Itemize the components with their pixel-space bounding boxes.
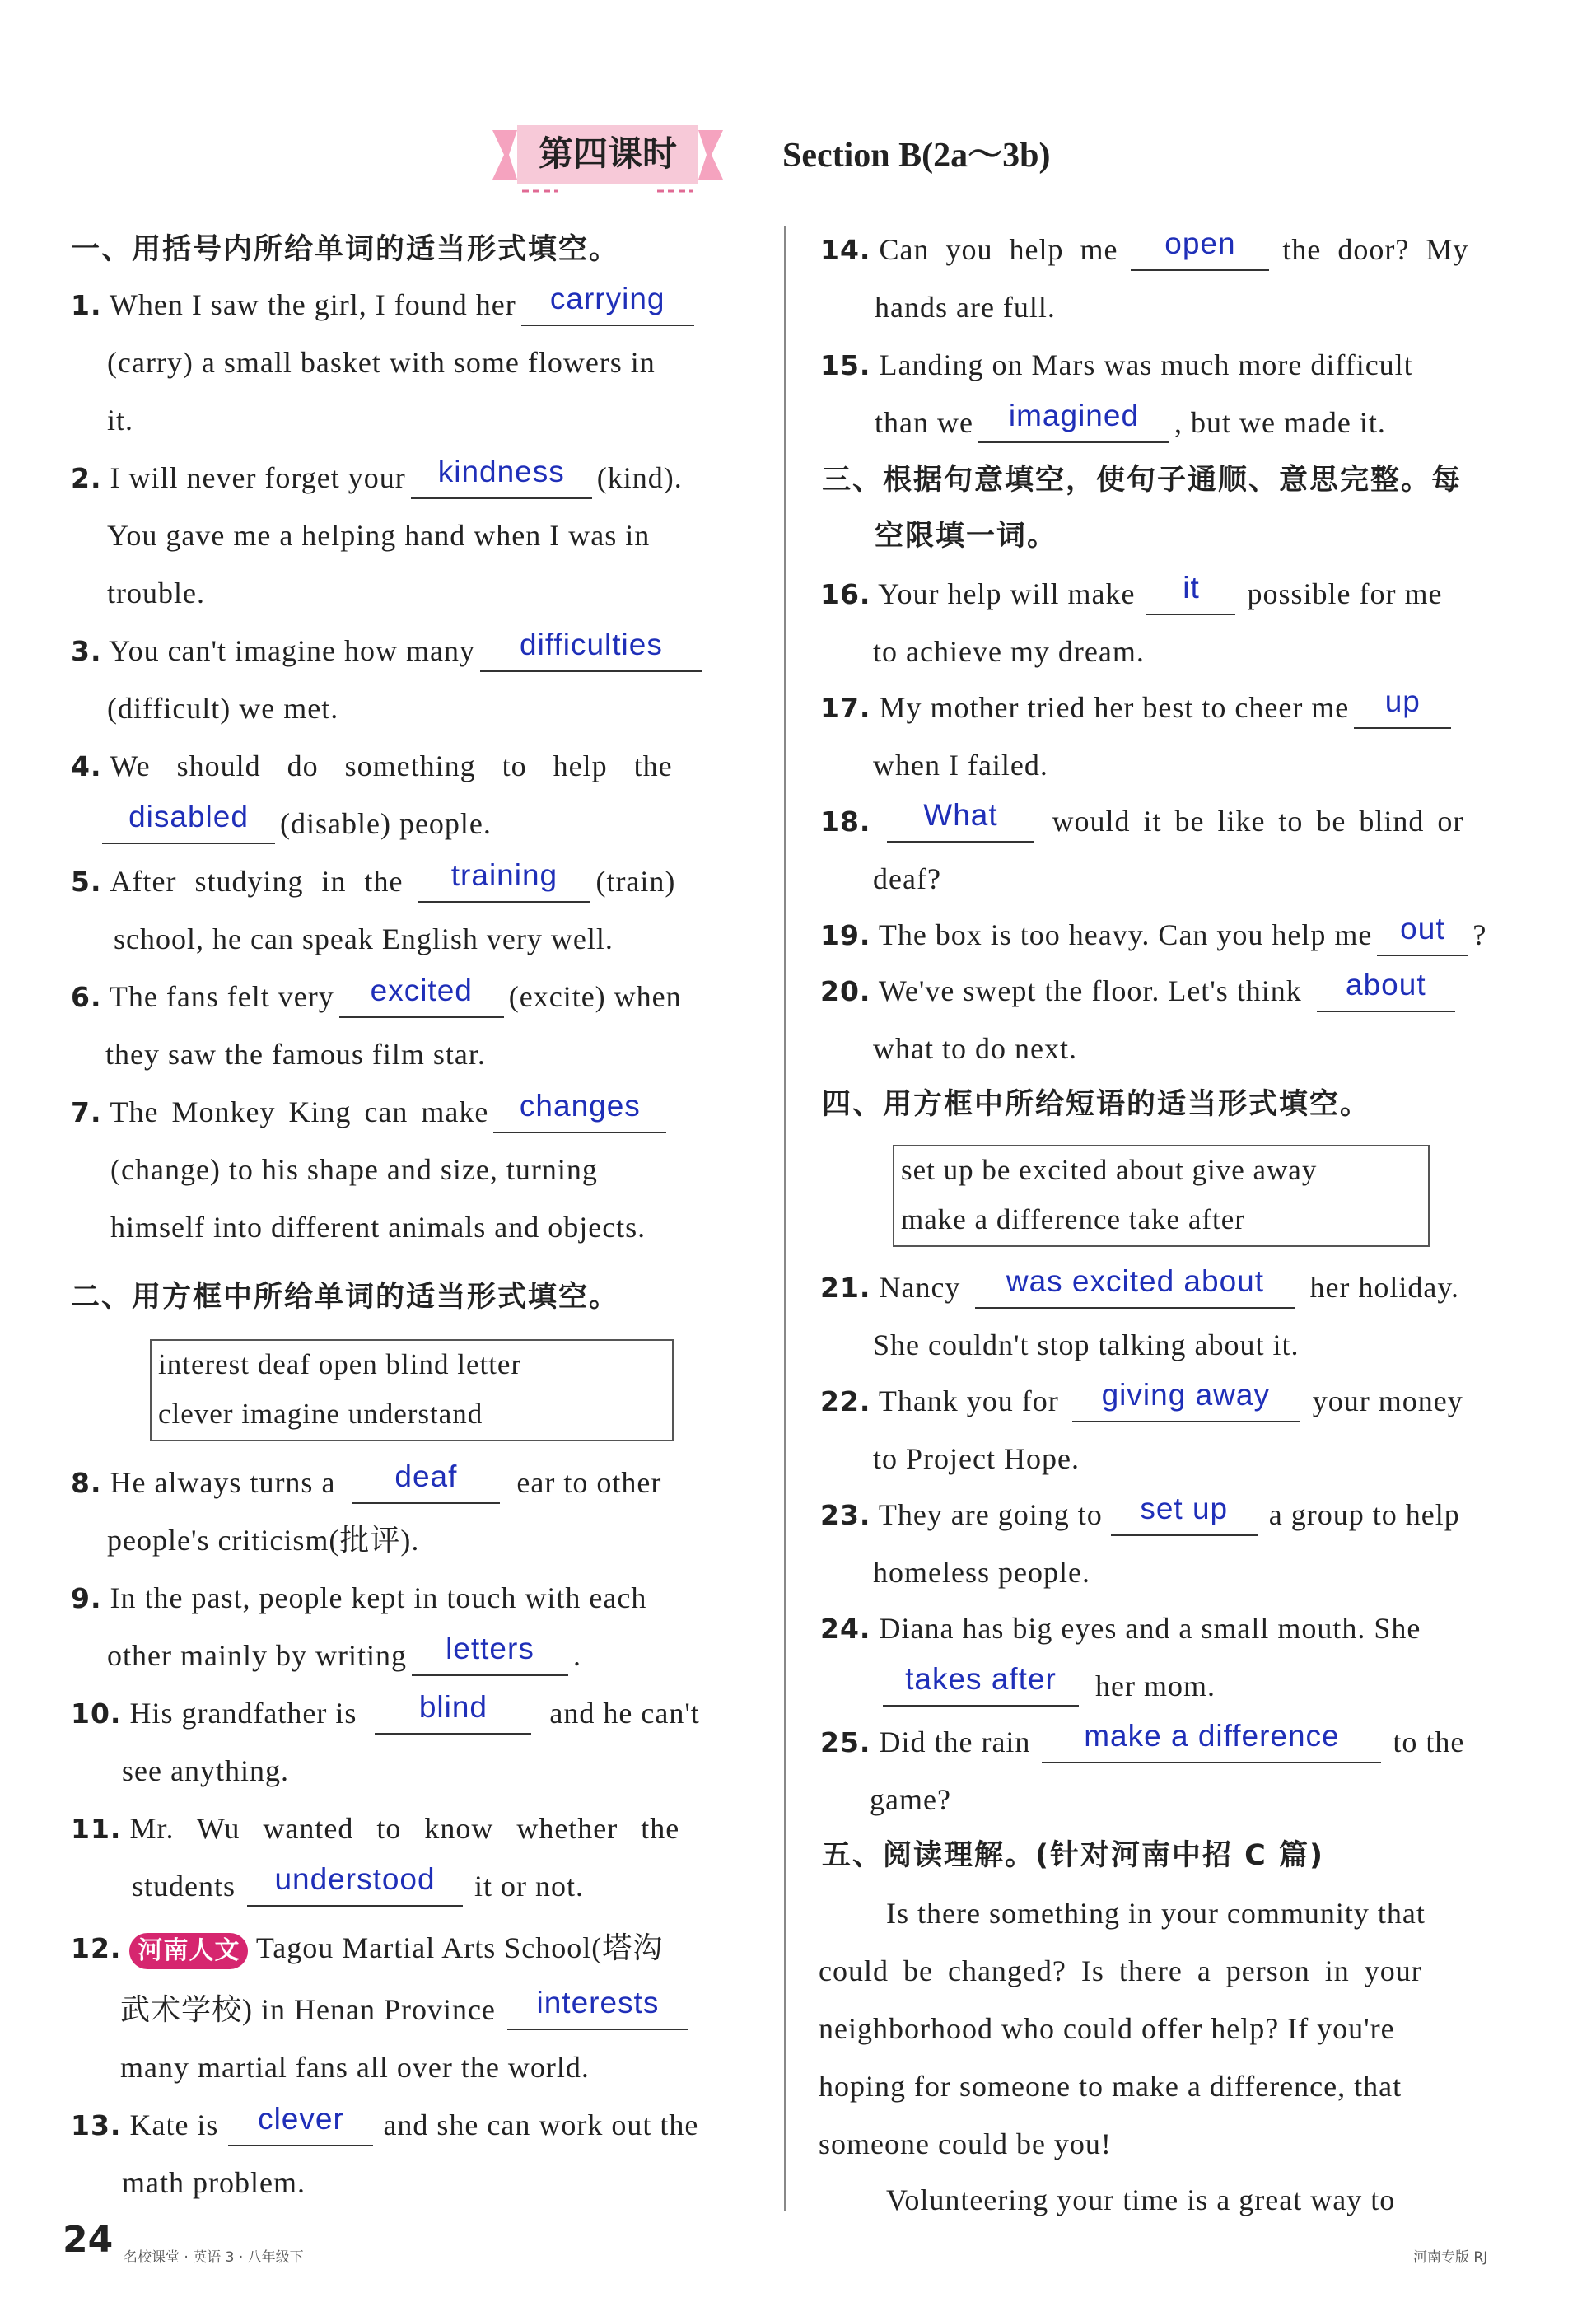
question-11-cont: students understood it or not. <box>132 1865 584 1907</box>
page-number: 24 <box>63 2219 114 2261</box>
henan-culture-badge: 河南人文 <box>129 1933 248 1969</box>
answer-blank[interactable]: make a difference <box>1042 1725 1381 1763</box>
question-8-cont: people's criticism(批评). <box>107 1524 420 1557</box>
word-box <box>150 1339 674 1441</box>
question-9: 9. In the past, people kept in touch with each <box>71 1581 647 1614</box>
word-box-row: clever imagine understand <box>158 1398 483 1430</box>
answer-blank[interactable]: out <box>1377 918 1468 956</box>
answer-blank[interactable]: imagined <box>978 405 1169 443</box>
question-13: 13. Kate is clever and she can work out the <box>71 2104 698 2146</box>
question-2-cont: trouble. <box>107 577 205 609</box>
question-8: 8. He always turns a deaf ear to other <box>71 1462 661 1504</box>
question-6-cont: they saw the famous film star. <box>105 1038 486 1071</box>
passage-line: hoping for someone to make a difference, that <box>819 2070 1402 2103</box>
answer-blank[interactable]: understood <box>247 1869 463 1907</box>
question-21: 21. Nancy was excited about her holiday. <box>820 1267 1459 1309</box>
lesson-title: 第四课时 <box>538 133 677 174</box>
part5-title: 五、阅读理解。(针对河南中招 C 篇) <box>822 1839 1325 1872</box>
question-9-cont: other mainly by writing letters . <box>107 1635 581 1676</box>
question-25: 25. Did the rain make a difference to the <box>820 1721 1464 1763</box>
question-18-cont: deaf? <box>873 862 941 895</box>
answer-blank[interactable]: clever <box>228 2108 373 2146</box>
answer-blank[interactable]: deaf <box>352 1466 500 1504</box>
answer-blank[interactable]: takes after <box>883 1669 1079 1707</box>
question-7: 7. The Monkey King can make changes <box>71 1091 671 1133</box>
question-7-cont: himself into different animals and objects. <box>110 1211 646 1244</box>
answer-blank[interactable]: set up <box>1111 1498 1258 1536</box>
part2-title: 二、用方框中所给单词的适当形式填空。 <box>71 1281 620 1314</box>
question-7-cont: (change) to his shape and size, turning <box>110 1153 598 1186</box>
answer-blank[interactable]: training <box>418 865 590 903</box>
question-24-cont: takes after her mom. <box>883 1665 1216 1707</box>
question-1-cont: it. <box>107 404 134 437</box>
question-22: 22. Thank you for giving away your money <box>820 1380 1463 1422</box>
question-14-cont: hands are full. <box>875 291 1056 324</box>
answer-blank[interactable]: excited <box>339 980 504 1018</box>
column-divider <box>784 226 786 2211</box>
question-4-cont: disabled (disable) people. <box>102 803 492 844</box>
answer-blank[interactable]: blind <box>375 1697 531 1735</box>
answer-blank[interactable]: giving away <box>1072 1384 1300 1422</box>
question-4: 4. We should do something to help the <box>71 749 673 782</box>
passage-line: someone could be you! <box>819 2127 1112 2160</box>
edition-label: 河南专版 RJ <box>1413 2249 1488 2266</box>
answer-blank[interactable]: open <box>1131 233 1269 271</box>
question-23: 23. They are going to set up a group to help <box>820 1494 1460 1536</box>
question-19: 19. The box is too heavy. Can you help me out ? <box>820 914 1486 956</box>
question-6: 6. The fans felt very excited (excite) when <box>71 976 682 1018</box>
passage-line: could be changed? Is there a person in your <box>819 1954 1422 1987</box>
passage-line: Is there something in your community that <box>886 1897 1426 1930</box>
word-box-row: interest deaf open blind letter <box>158 1348 522 1380</box>
question-1: 1. When I saw the girl, I found her carrying <box>71 284 699 326</box>
answer-blank[interactable]: letters <box>412 1638 568 1676</box>
question-18: 18. What would it be like to be blind or <box>820 801 1463 843</box>
answer-blank[interactable]: difficulties <box>480 634 702 672</box>
passage-line: neighborhood who could offer help? If you're <box>819 2012 1395 2045</box>
question-14: 14. Can you help me open the door? My <box>820 229 1468 271</box>
question-1-cont: (carry) a small basket with some flowers in <box>107 346 656 379</box>
answer-blank[interactable]: it <box>1146 577 1235 615</box>
question-16-cont: to achieve my dream. <box>873 635 1145 668</box>
passage-line: Volunteering your time is a great way to <box>886 2183 1396 2216</box>
question-16: 16. Your help will make it possible for me <box>820 573 1442 615</box>
answer-blank[interactable]: disabled <box>102 806 275 844</box>
question-12: 12. 河南人文 Tagou Martial Arts School(塔沟 <box>71 1927 663 1969</box>
question-20: 20. We've swept the floor. Let's think about <box>820 970 1460 1012</box>
question-5: 5. After studying in the training (train) <box>71 861 675 903</box>
question-13-cont: math problem. <box>122 2166 306 2199</box>
question-15: 15. Landing on Mars was much more difficult <box>820 348 1413 381</box>
answer-blank[interactable]: kindness <box>411 461 592 499</box>
question-2-cont: You gave me a helping hand when I was in <box>107 519 651 552</box>
question-23-cont: homeless people. <box>873 1556 1090 1589</box>
question-15-cont: than we imagined , but we made it. <box>875 402 1386 443</box>
question-3-cont: (difficult) we met. <box>107 692 339 725</box>
answer-blank[interactable]: changes <box>493 1095 666 1133</box>
question-10-cont: see anything. <box>122 1754 289 1787</box>
section-title: Section B(2a～3b) <box>782 137 1051 175</box>
question-22-cont: to Project Hope. <box>873 1442 1080 1475</box>
answer-blank[interactable]: was excited about <box>975 1271 1295 1309</box>
question-10: 10. His grandfather is blind and he can't <box>71 1693 700 1735</box>
question-5-cont: school, he can speak English very well. <box>114 922 614 955</box>
part1-title: 一、用括号内所给单词的适当形式填空。 <box>71 233 620 266</box>
question-21-cont: She couldn't stop talking about it. <box>873 1328 1300 1361</box>
question-3: 3. You can't imagine how many difficulties <box>71 630 707 672</box>
lesson-banner <box>492 122 723 196</box>
question-11: 11. Mr. Wu wanted to know whether the <box>71 1812 680 1845</box>
question-12-cont: 武术学校) in Henan Province interests <box>120 1989 693 2030</box>
question-17-cont: when I failed. <box>873 749 1048 782</box>
answer-blank[interactable]: carrying <box>521 288 694 326</box>
question-20-cont: what to do next. <box>873 1032 1077 1065</box>
part4-title: 四、用方框中所给短语的适当形式填空。 <box>822 1088 1371 1121</box>
question-2: 2. I will never forget your kindness (kind). <box>71 457 683 499</box>
part3-title-cont: 空限填一词。 <box>875 520 1058 553</box>
question-24: 24. Diana has big eyes and a small mouth. She <box>820 1612 1421 1645</box>
book-title: 名校课堂 · 英语 3 · 八年级下 <box>124 2249 304 2266</box>
question-12-cont: many martial fans all over the world. <box>120 2051 590 2084</box>
answer-blank[interactable]: about <box>1317 974 1455 1012</box>
part3-title: 三、根据句意填空，使句子通顺、意思完整。每 <box>822 464 1463 497</box>
question-25-cont: game? <box>870 1783 951 1816</box>
answer-blank[interactable]: interests <box>507 1992 688 2030</box>
phrase-box <box>893 1145 1430 1247</box>
phrase-box-row: set up be excited about give away <box>901 1154 1318 1186</box>
answer-blank[interactable]: up <box>1354 691 1451 729</box>
question-17: 17. My mother tried her best to cheer me up <box>820 687 1456 729</box>
answer-blank[interactable]: What <box>887 805 1034 843</box>
phrase-box-row: make a difference take after <box>901 1203 1245 1235</box>
